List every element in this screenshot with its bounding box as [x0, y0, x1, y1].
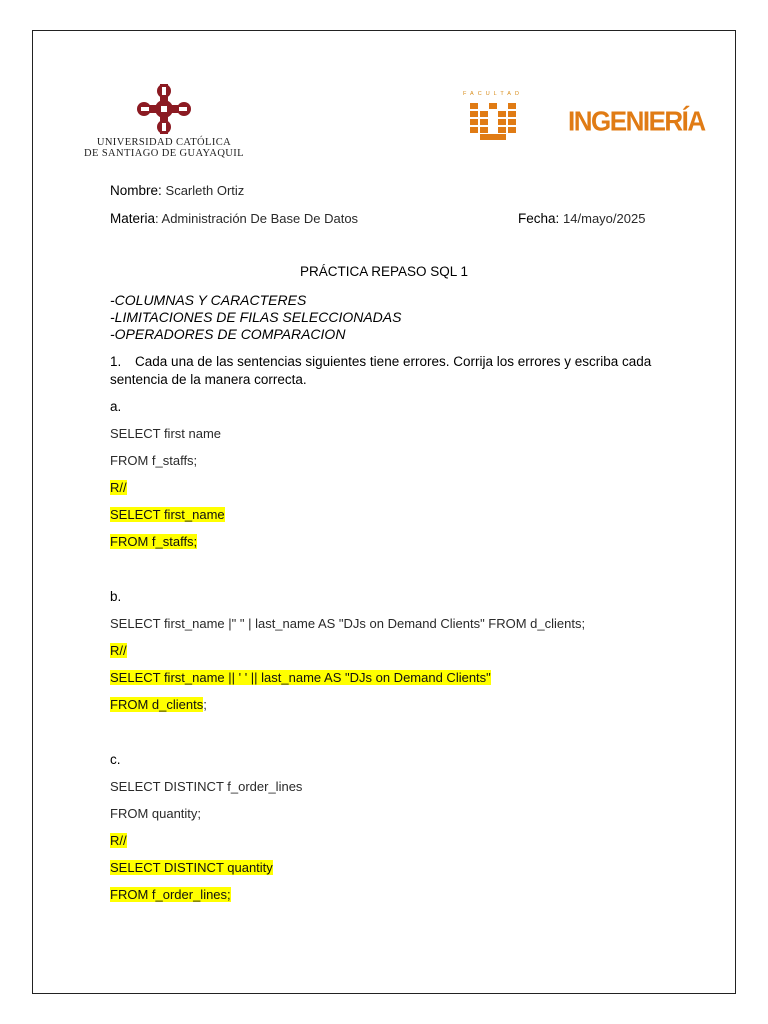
section-a-label: a.	[110, 399, 122, 414]
section-c-marker	[110, 833, 127, 848]
section-a-marker	[110, 480, 127, 495]
section-c-original-2: FROM quantity;	[110, 806, 202, 821]
topic-1: -COLUMNAS Y CARACTERES	[110, 292, 307, 308]
section-c-answer-1-text: SELECT DISTINCT quantity	[110, 860, 273, 875]
section-a-answer-2	[110, 534, 197, 549]
section-a-answer-2-text: FROM f_staffs;	[110, 534, 198, 549]
nombre-value: Scarleth Ortiz	[165, 183, 245, 198]
question-text-1: Cada una de las sentencias siguientes tiene errores. Corrija los errores y escriba cada	[135, 354, 652, 369]
section-b-original-1: SELECT first_name |" " | last_name AS "DJs on Demand Clients" FROM d_clients;	[110, 616, 586, 631]
section-a-original-1: SELECT first name	[110, 426, 222, 441]
faculty-name: INGENIERÍA	[568, 105, 705, 137]
section-c-answer-2	[110, 887, 231, 902]
section-b-marker	[110, 643, 127, 658]
section-b-marker-text: R//	[110, 643, 127, 658]
university-line-1: UNIVERSIDAD CATÓLICA	[96, 137, 232, 148]
materia-line	[110, 211, 358, 226]
question-line-1	[110, 354, 651, 369]
fecha-value: 14/mayo/2025	[563, 211, 646, 226]
topic-3: -OPERADORES DE COMPARACION	[110, 326, 346, 342]
question-line-2: sentencia de la manera correcta.	[110, 372, 307, 387]
university-crest-icon	[136, 84, 192, 134]
topic-2: -LIMITACIONES DE FILAS SELECCIONADAS	[110, 309, 402, 325]
question-number: 1.	[110, 354, 122, 369]
section-a-original-2: FROM f_staffs;	[110, 453, 198, 468]
university-line-2: DE SANTIAGO DE GUAYAQUIL	[84, 148, 244, 159]
university-name	[84, 137, 244, 159]
section-c-marker-text: R//	[110, 833, 127, 848]
materia-value: : Administración De Base De Datos	[155, 211, 359, 226]
fecha-label: Fecha:	[518, 211, 560, 226]
section-b-answer-2	[110, 697, 207, 712]
faculty-label: FACULTAD	[463, 91, 523, 97]
section-b-answer-1-text: SELECT first_name || ' ' || last_name AS "DJs on Demand Clients"	[110, 670, 491, 685]
materia-label: Materia	[110, 211, 156, 226]
section-b-answer-1	[110, 670, 491, 685]
section-c-answer-1	[110, 860, 273, 875]
nombre-line	[110, 183, 244, 198]
section-b-label: b.	[110, 589, 122, 604]
faculty-logo-icon	[470, 103, 516, 140]
section-c-answer-2-text: FROM f_order_lines;	[110, 887, 231, 902]
page-title: PRÁCTICA REPASO SQL 1	[299, 264, 469, 279]
nombre-label: Nombre:	[110, 183, 162, 198]
section-c-label: c.	[110, 752, 121, 767]
section-c-original-1: SELECT DISTINCT f_order_lines	[110, 779, 303, 794]
section-a-answer-1	[110, 507, 225, 522]
section-b-answer-2-text: FROM d_clients	[110, 697, 204, 712]
fecha-line	[518, 211, 645, 226]
section-b-answer-2-rest: ;	[203, 697, 207, 712]
section-a-answer-1-text: SELECT first_name	[110, 507, 225, 522]
section-a-marker-text: R//	[110, 480, 127, 495]
